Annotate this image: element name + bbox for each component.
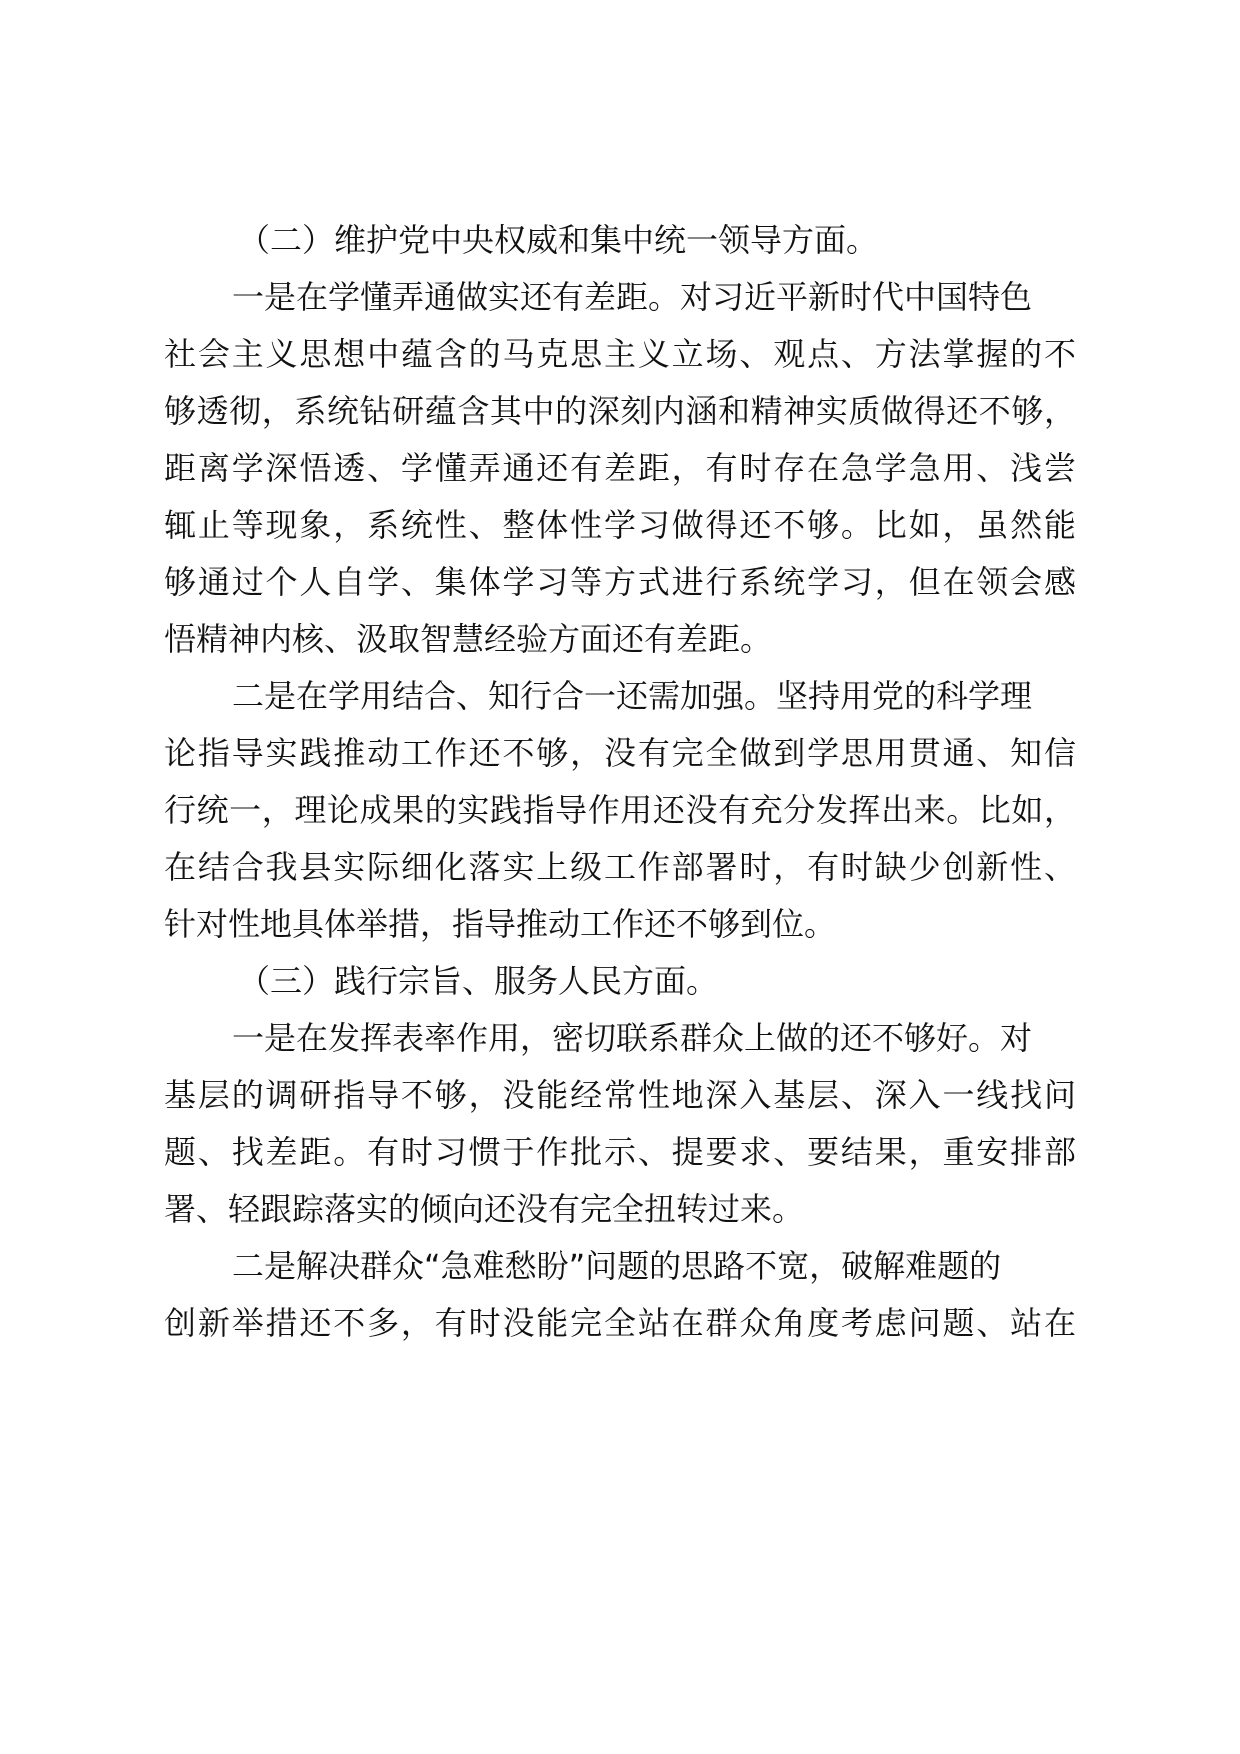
paragraph-line: 论指导实践推动工作还不够，没有完全做到学思用贯通、知信 [164,734,1076,772]
paragraph-line: 一是在学懂弄通做实还有差距。对习近平新时代中国特色 [232,278,1033,316]
paragraph-line: 在结合我县实际细化落实上级工作部署时，有时缺少创新性、 [164,848,1076,886]
section-heading: （二）维护党中央权威和集中统一领导方面。 [238,221,879,259]
paragraph-line: 基层的调研指导不够，没能经常性地深入基层、深入一线找问 [164,1076,1076,1114]
paragraph-line: 题、找差距。有时习惯于作批示、提要求、要结果，重安排部 [164,1133,1076,1171]
paragraph-line: 悟精神内核、汲取智慧经验方面还有差距。 [164,620,773,658]
paragraph-line: 针对性地具体举措，指导推动工作还不够到位。 [164,905,837,943]
paragraph-line: 署、轻跟踪落实的倾向还没有完全扭转过来。 [164,1190,805,1228]
paragraph-line: 社会主义思想中蕴含的马克思主义立场、观点、方法掌握的不 [164,335,1076,373]
paragraph-line: 辄止等现象，系统性、整体性学习做得还不够。比如，虽然能 [164,506,1076,544]
paragraph-line: 够通过个人自学、集体学习等方式进行系统学习，但在领会感 [164,563,1076,601]
section-heading: （三）践行宗旨、服务人民方面。 [238,962,719,1000]
paragraph-line: 创新举措还不多，有时没能完全站在群众角度考虑问题、站在 [164,1304,1076,1342]
paragraph-line: 二是解决群众“急难愁盼”问题的思路不宽，破解难题的 [232,1247,1002,1285]
paragraph-line: 二是在学用结合、知行合一还需加强。坚持用党的科学理 [232,677,1033,715]
paragraph-line: 行统一，理论成果的实践指导作用还没有充分发挥出来。比如， [164,791,1076,829]
paragraph-line: 够透彻，系统钻研蕴含其中的深刻内涵和精神实质做得还不够， [164,392,1076,430]
paragraph-line: 一是在发挥表率作用，密切联系群众上做的还不够好。对 [232,1019,1033,1057]
paragraph-line: 距离学深悟透、学懂弄通还有差距，有时存在急学急用、浅尝 [164,449,1076,487]
